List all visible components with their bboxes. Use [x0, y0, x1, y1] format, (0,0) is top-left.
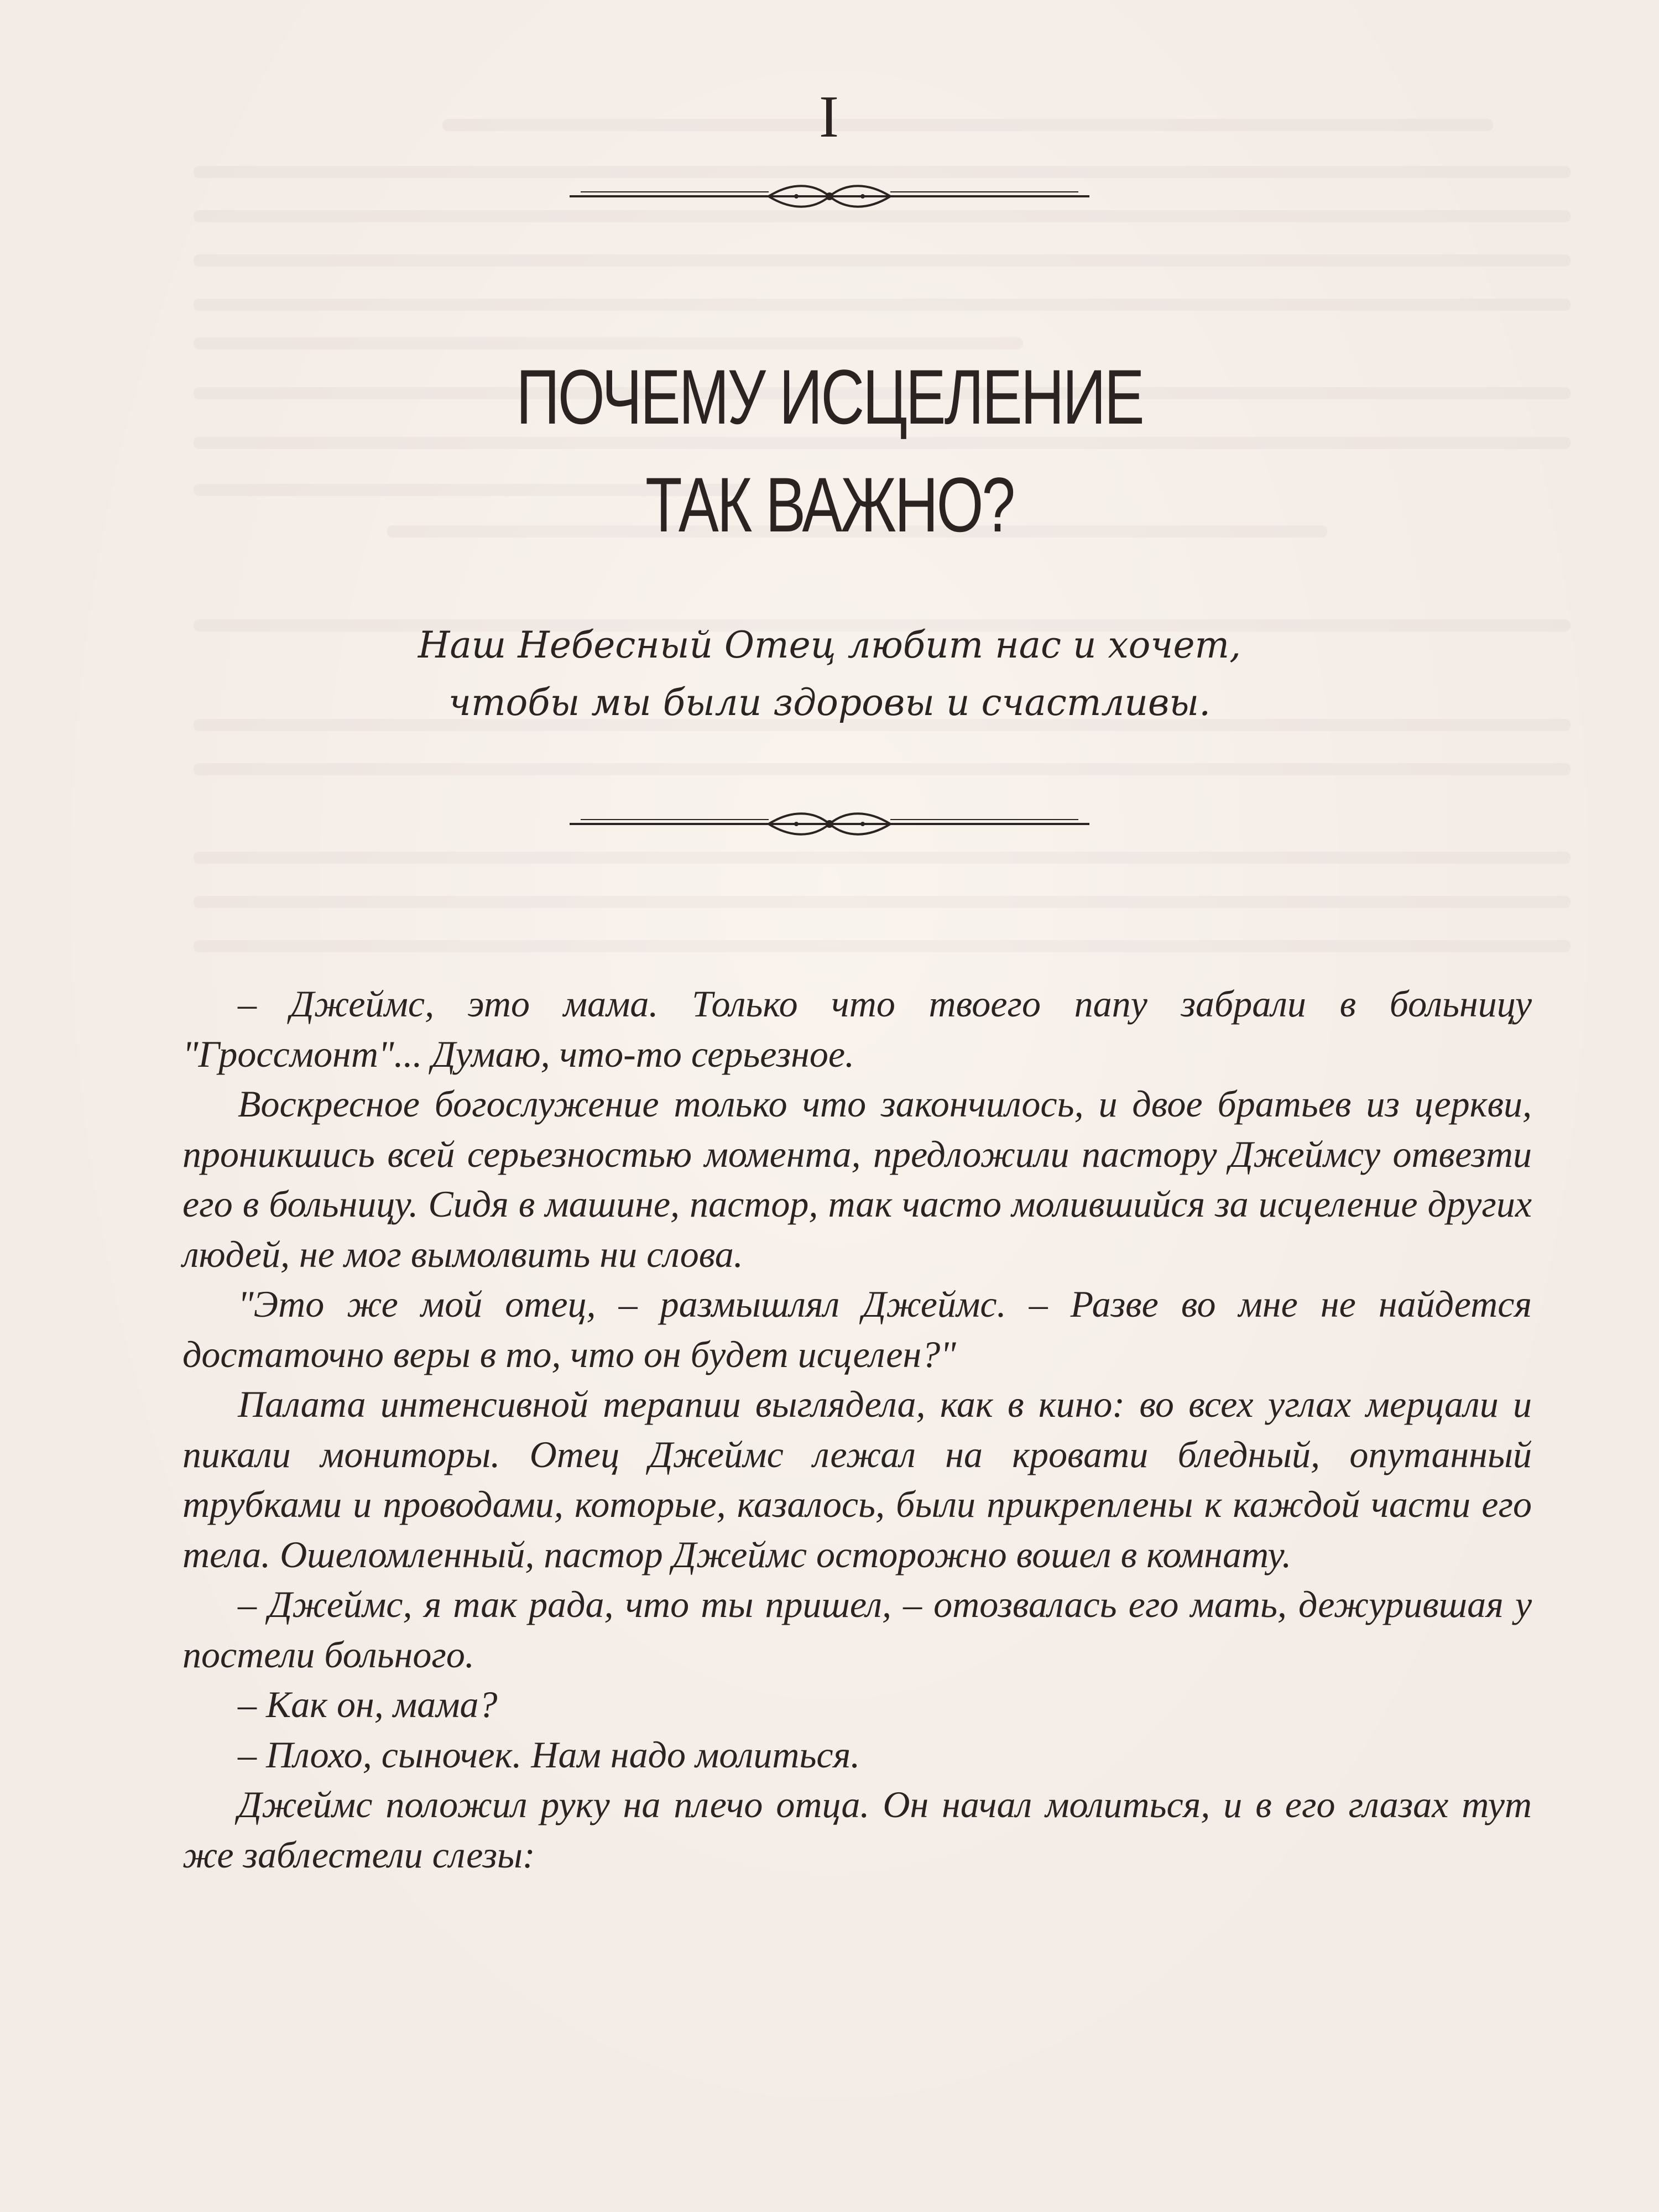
bleed-through-line [194, 254, 1571, 267]
bleed-through-line [194, 166, 1571, 178]
bleed-through-line [194, 763, 1571, 775]
ornament-divider-icon [559, 807, 1100, 841]
chapter-title-line: ПОЧЕМУ ИСЦЕЛЕНИЕ [516, 353, 1143, 440]
bleed-through-line [194, 852, 1571, 864]
paragraph: Воскресное богослужение только что закончилось, и двое братьев из церкви, проникшись всей серьезностью момента, предложили пастору Джеймсу отвезти его в больницу. Сидя в машине, пастор, так часто молившийся за исцеление других людей, не мог вымолвить ни слова. [182, 1083, 1532, 1275]
paragraph: Джеймс положил руку на плечо отца. Он начал молиться, и в его глазах тут же заблестели слезы: [182, 1783, 1532, 1876]
epigraph [0, 617, 1659, 732]
bleed-through-line [194, 299, 1571, 311]
bleed-through-line [194, 896, 1571, 908]
bleed-through-line [194, 940, 1571, 952]
ornament-divider-icon [559, 180, 1100, 213]
paragraph: – Джеймс, это мама. Только что твоего папу забрали в больницу "Гроссмонт"... Думаю, что-то серьезное. [182, 983, 1532, 1075]
paragraph: "Это же мой отец, – размышлял Джеймс. – Разве во мне не найдется достаточно веры в то, что он будет исцелен?" [182, 1283, 1532, 1375]
epigraph-line: чтобы мы были здоровы и счастливы. [448, 681, 1211, 724]
chapter-title [182, 343, 1477, 559]
paragraph: – Как он, мама? [238, 1683, 498, 1725]
epigraph-line: Наш Небесный Отец любит нас и хочет, [418, 624, 1241, 666]
chapter-number: I [819, 84, 840, 150]
paragraph: – Джеймс, я так рада, что ты пришел, – отозвалась его мать, дежурившая у постели больного. [182, 1583, 1532, 1676]
paragraph: Палата интенсивной терапии выглядела, как в кино: во всех углах мерцали и пикали мониторы. Отец Джеймс лежал на кровати бледный, опутанный трубками и проводами, которые, казалось, были прикреплены к каждой части его тела. Ошеломленный, пастор Джеймс осторожно вошел в комнату. [182, 1383, 1532, 1575]
body-text [182, 979, 1532, 1880]
paragraph: – Плохо, сыночек. Нам надо молиться. [238, 1733, 860, 1776]
chapter-title-line: ТАК ВАЖНО? [645, 461, 1014, 548]
